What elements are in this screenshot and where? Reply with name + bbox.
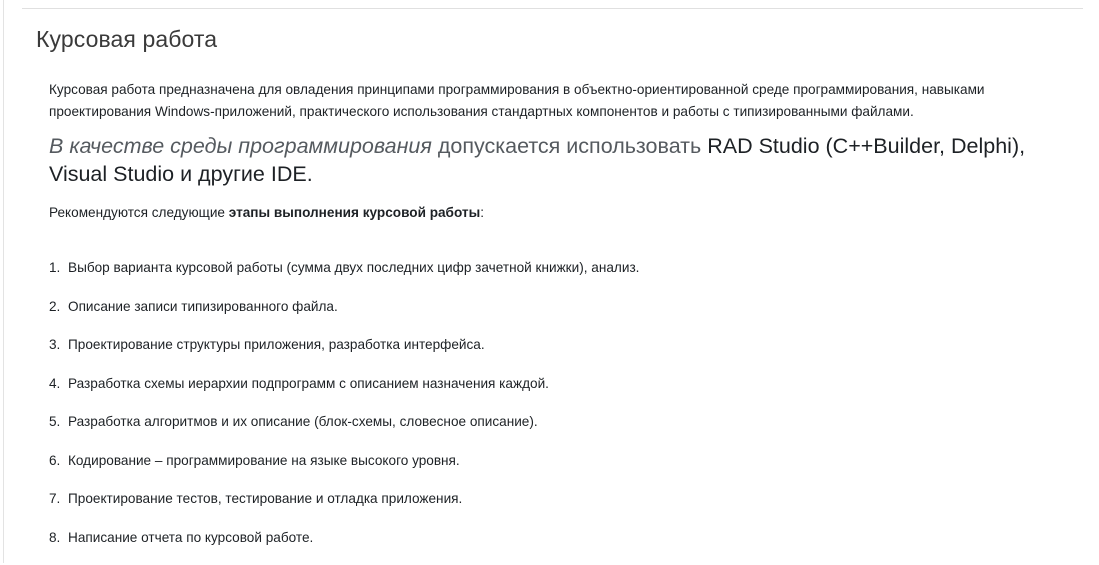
list-item: [49, 488, 1089, 527]
step-number: 5.: [49, 411, 68, 433]
ide-note-plain: допускается использовать: [432, 134, 707, 158]
step-number: 3.: [49, 334, 68, 356]
step-number: 8.: [49, 527, 68, 549]
ide-note-italic: В качестве среды программирования: [49, 134, 432, 158]
step-number: 1.: [49, 257, 68, 279]
step-text: Проектирование структуры приложения, разработка интерфейса.: [68, 337, 485, 352]
list-item: [49, 296, 1089, 335]
step-number: 4.: [49, 373, 68, 395]
recommend-paragraph: [49, 202, 1089, 224]
steps-list: [49, 257, 1089, 565]
list-item: [49, 527, 1089, 565]
step-text: Разработка схемы иерархии подпрограмм с описанием назначения каждой.: [68, 376, 549, 391]
step-text: Написание отчета по курсовой работе.: [68, 530, 313, 545]
recommend-suffix: :: [480, 205, 484, 220]
recommend-bold: этапы выполнения курсовой работы: [229, 205, 480, 220]
list-item: [49, 450, 1089, 489]
ide-note-paragraph: [49, 132, 1089, 188]
section-top-divider: [22, 8, 1083, 9]
list-item: [49, 334, 1089, 373]
page-left-border: [3, 0, 4, 563]
step-text: Проектирование тестов, тестирование и отладка приложения.: [68, 491, 462, 506]
step-text: Разработка алгоритмов и их описание (блок-схемы, словесное описание).: [68, 414, 538, 429]
step-number: 2.: [49, 296, 68, 318]
list-item: [49, 411, 1089, 450]
ide-note-ide-list: RAD Studio (C++Builder, Delphi), Visual Studio и другие IDE.: [49, 134, 1025, 186]
step-number: 7.: [49, 488, 68, 510]
step-text: Кодирование – программирование на языке высокого уровня.: [68, 453, 460, 468]
step-text: Выбор варианта курсовой работы (сумма двух последних цифр зачетной книжки), анализ.: [68, 260, 639, 275]
step-number: 6.: [49, 450, 68, 472]
recommend-prefix: Рекомендуются следующие: [49, 205, 229, 220]
step-text: Описание записи типизированного файла.: [68, 299, 338, 314]
section-title: Курсовая работа: [36, 26, 217, 53]
list-item: [49, 257, 1089, 296]
list-item: [49, 373, 1089, 412]
section-content: [49, 79, 1089, 224]
intro-paragraph: Курсовая работа предназначена для овладения принципами программирования в объектно-ориентированной среде программирования, навыками проектирования Windows-приложений, практического использования стандартных компонентов и работы с типизированными файлами.: [49, 79, 1089, 123]
